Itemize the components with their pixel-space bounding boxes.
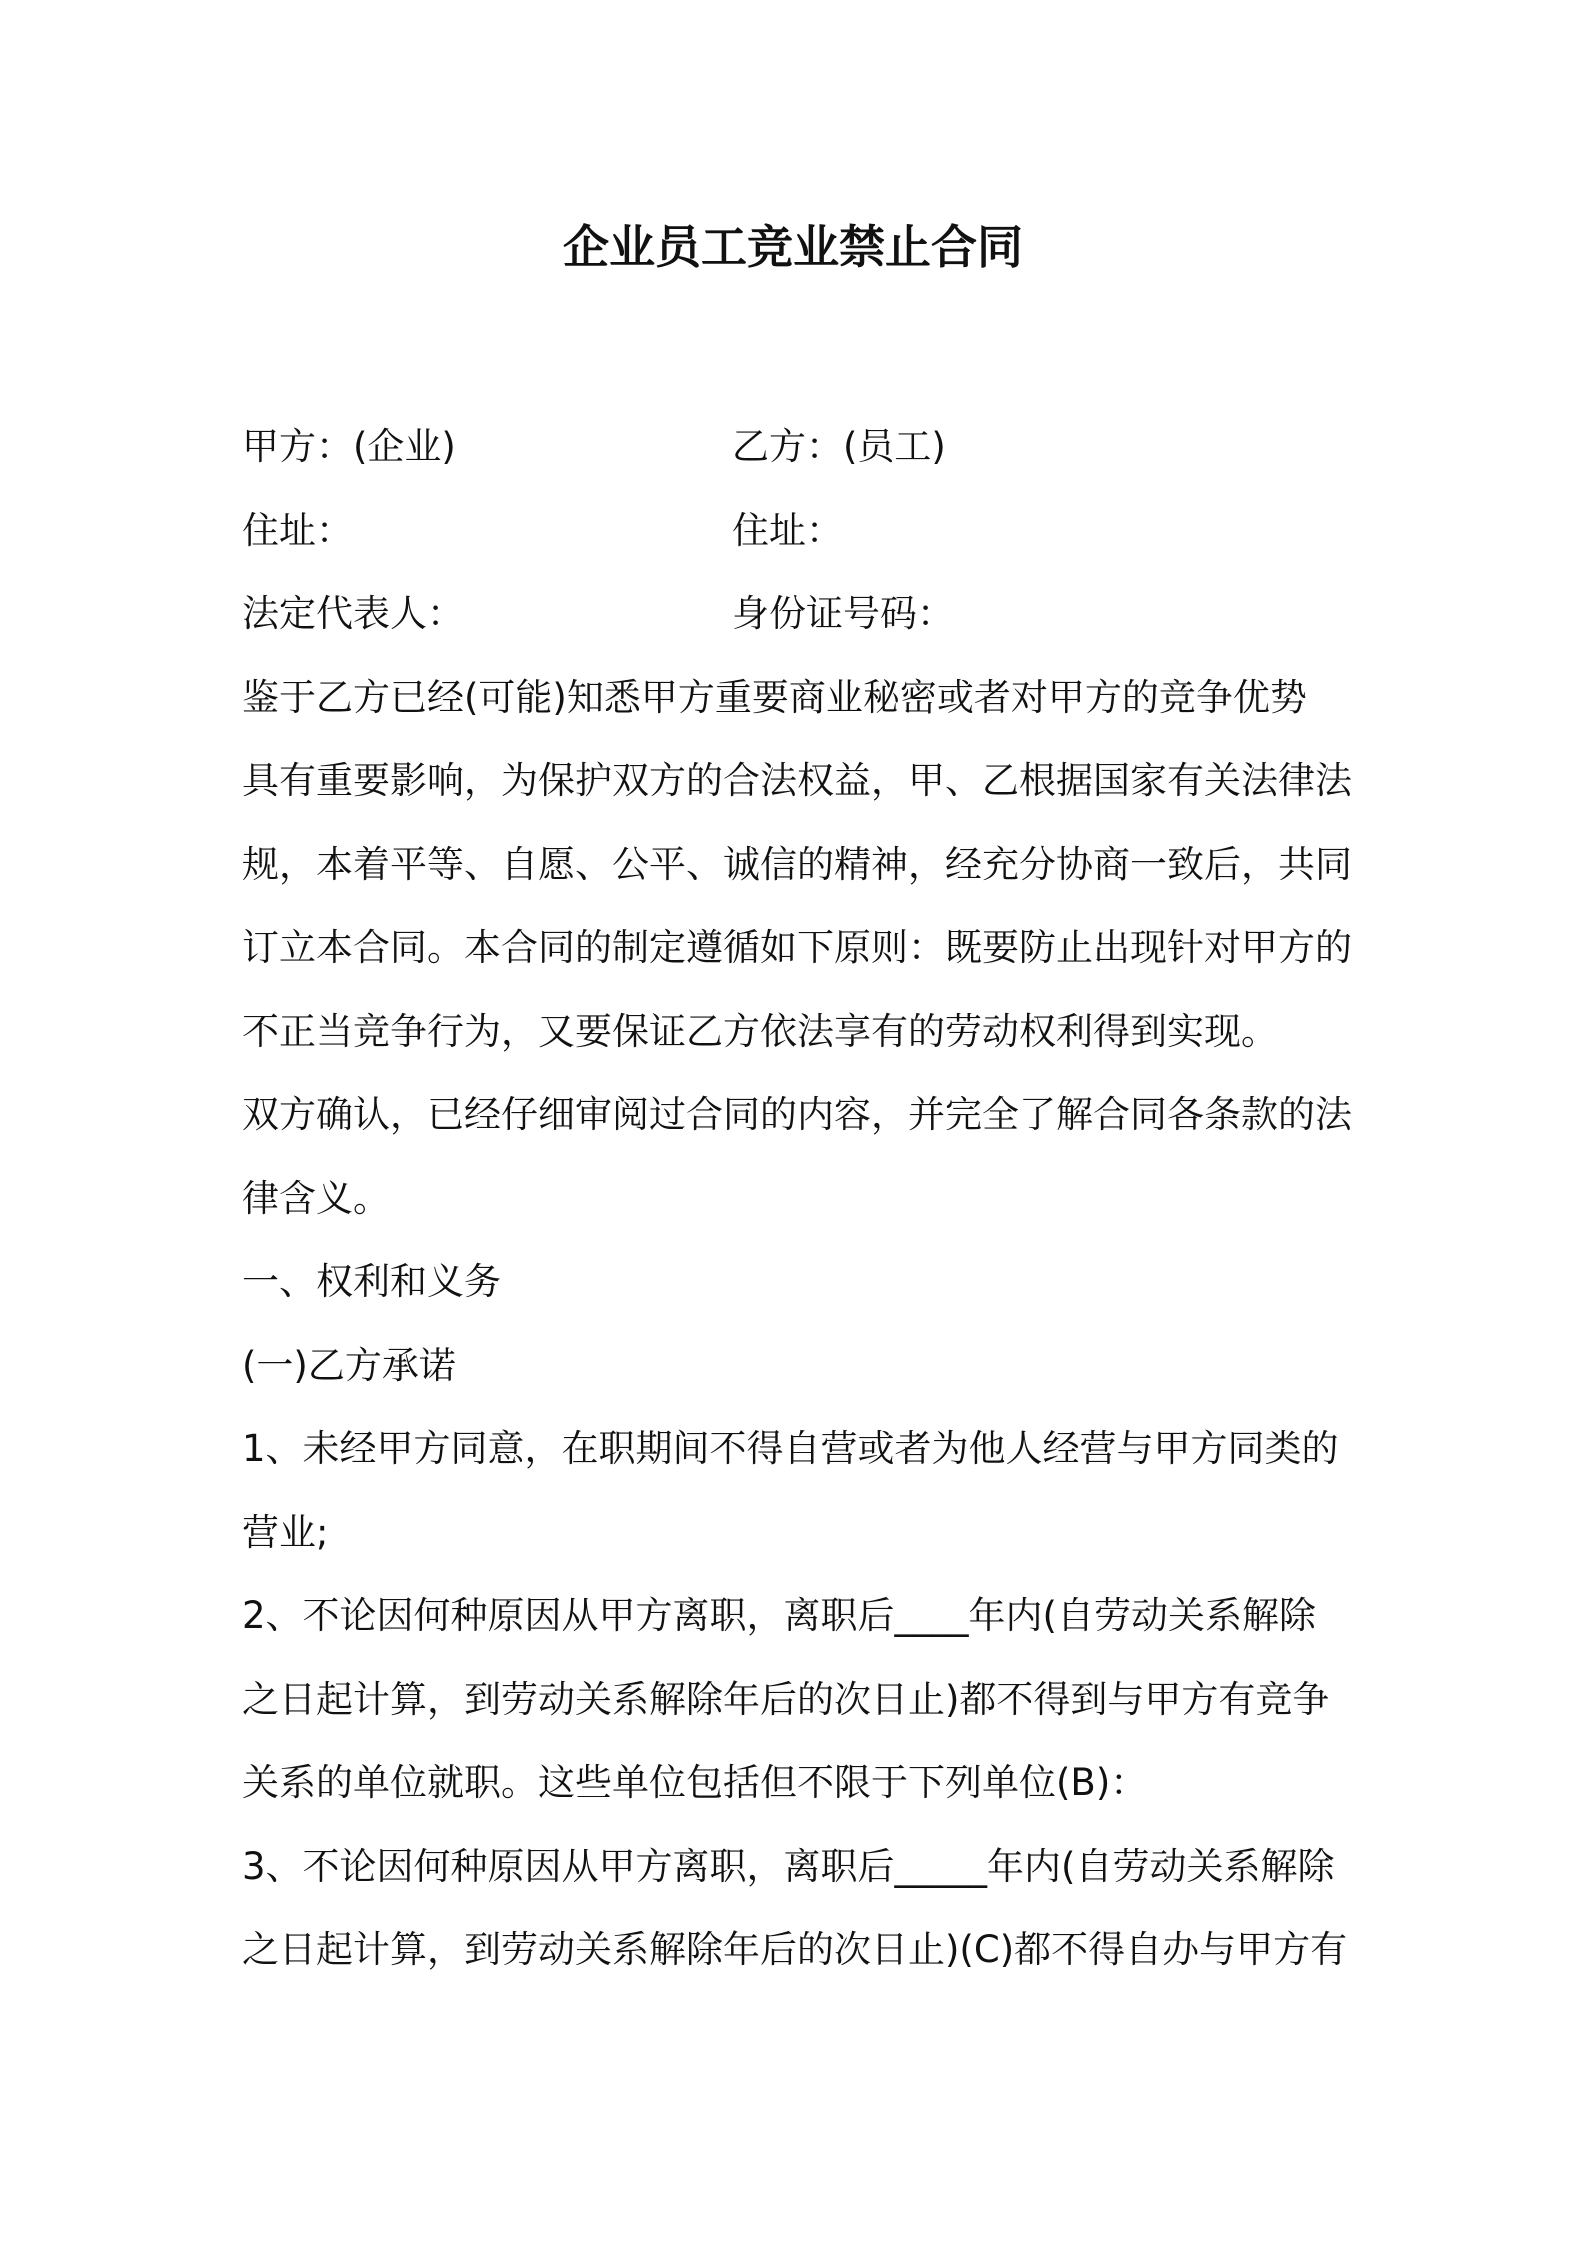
- party-row: [242, 405, 1362, 489]
- clause-line: 3、不论因何种原因从甲方离职，离职后_____年内(自劳动关系解除: [242, 1844, 1335, 1888]
- party-a-label: 甲方：(企业): [242, 425, 456, 468]
- legal-rep-label: 法定代表人：: [242, 592, 464, 635]
- text-line: 规，本着平等、自愿、公平、诚信的精神，经充分协商一致后，共同: [242, 842, 1352, 886]
- clause-line: 关系的单位就职。这些单位包括但不限于下列单位(B)：: [242, 1761, 1148, 1804]
- party-a-address-label: 住址：: [242, 508, 353, 552]
- text-line: 律含义。: [242, 1176, 390, 1220]
- clause-line: 之日起计算，到劳动关系解除年后的次日止)(C)都不得自办与甲方有: [242, 1928, 1348, 1971]
- party-b-address-label: 住址：: [732, 508, 843, 552]
- rep-row: [242, 572, 1362, 656]
- address-row: [242, 489, 1362, 573]
- id-number-label: 身份证号码：: [732, 592, 954, 635]
- document-body: [242, 405, 1362, 1992]
- text-line: 具有重要影响，为保护双方的合法权益，甲、乙根据国家有关法律法: [242, 759, 1352, 802]
- clause-line: 之日起计算，到劳动关系解除年后的次日止)都不得到与甲方有竞争: [242, 1677, 1330, 1721]
- clause-line: 营业;: [242, 1510, 329, 1554]
- subsection-heading: (一)乙方承诺: [242, 1343, 456, 1387]
- text-line: 不正当竞争行为，又要保证乙方依法享有的劳动权利得到实现。: [242, 1009, 1278, 1053]
- text-line: 双方确认，已经仔细审阅过合同的内容，并完全了解合同各条款的法: [242, 1093, 1352, 1136]
- section-heading: 一、权利和义务: [242, 1260, 501, 1303]
- document-title: 企业员工竞业禁止合同: [563, 220, 1023, 274]
- clause-line: 2、不论因何种原因从甲方离职，离职后____年内(自劳动关系解除: [242, 1594, 1316, 1637]
- party-b-label: 乙方：(员工): [732, 425, 946, 468]
- text-line: 订立本合同。本合同的制定遵循如下原则：既要防止出现针对甲方的: [242, 926, 1352, 969]
- clause-line: 1、未经甲方同意，在职期间不得自营或者为他人经营与甲方同类的: [242, 1427, 1339, 1470]
- text-line: 鉴于乙方已经(可能)知悉甲方重要商业秘密或者对甲方的竞争优势: [242, 675, 1307, 719]
